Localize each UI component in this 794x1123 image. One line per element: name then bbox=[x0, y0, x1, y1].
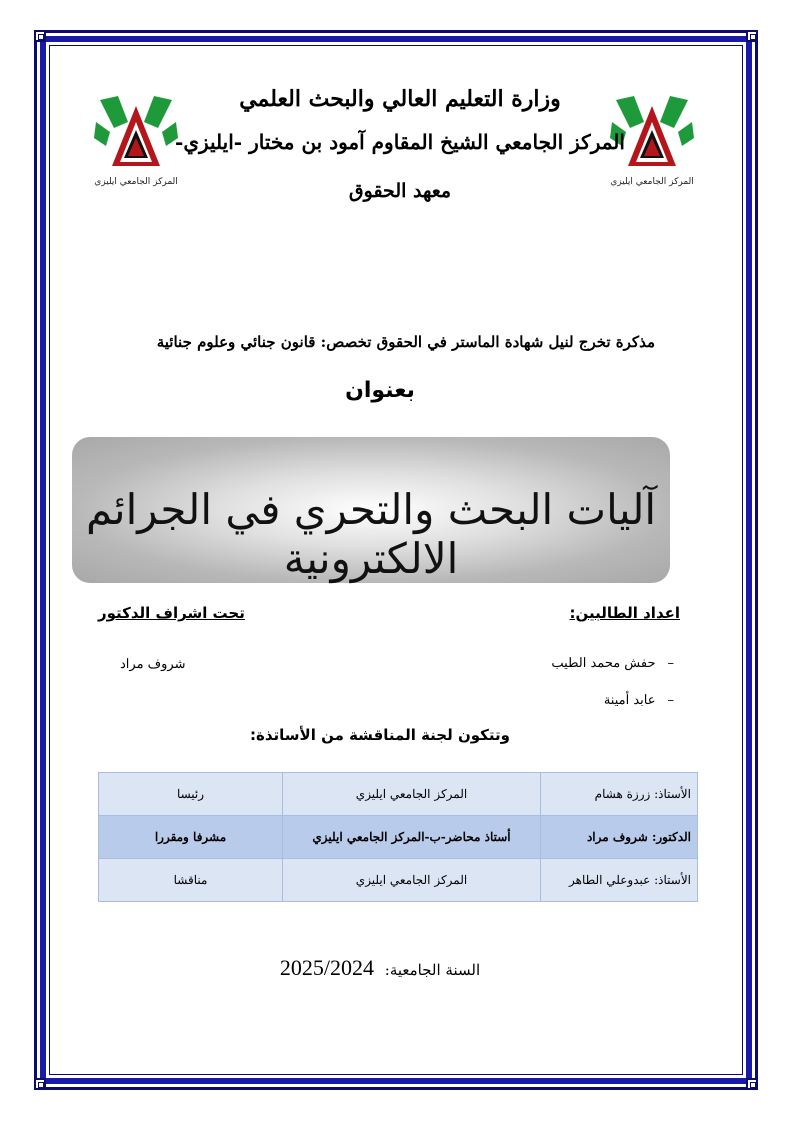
committee-member-role: مشرفا ومقررا bbox=[99, 816, 283, 859]
institute-title: معهد الحقوق bbox=[348, 180, 452, 202]
ministry-title: وزارة التعليم العالي والبحث العلمي bbox=[239, 86, 561, 112]
academic-year-value: 2025/2024 bbox=[279, 955, 374, 980]
student-name: عابد أمينة bbox=[603, 693, 656, 708]
student-name: حفش محمد الطيب bbox=[551, 656, 656, 671]
list-dash: – bbox=[667, 693, 674, 708]
committee-member-name: الأستاذ: عبدوعلي الطاهر bbox=[541, 859, 698, 902]
committee-member-affiliation: المركز الجامعي ايليزي bbox=[283, 773, 541, 816]
border-corner-top-right bbox=[746, 30, 758, 42]
border-corner-bottom-right bbox=[746, 1078, 758, 1090]
supervisor-heading: تحت اشراف الدكتور bbox=[98, 604, 245, 622]
table-row bbox=[99, 773, 698, 816]
thesis-title: آليات البحث والتحري في الجرائم الالكترونية bbox=[85, 485, 657, 583]
academic-year-label: السنة الجامعية: bbox=[384, 961, 481, 979]
academic-year bbox=[230, 955, 530, 981]
committee-heading: وتتكون لجنة المناقشة من الأساتذة: bbox=[250, 726, 510, 744]
committee-member-affiliation: أستاذ محاضر-ب-المركز الجامعي ايليزي bbox=[283, 816, 541, 859]
committee-member-name: الأستاذ: زرزة هشام bbox=[541, 773, 698, 816]
student-item bbox=[551, 656, 674, 671]
logo-caption: المركز الجامعي ايليزي bbox=[94, 177, 178, 187]
university-logo-left bbox=[94, 92, 178, 192]
committee-member-affiliation: المركز الجامعي ايليزي bbox=[283, 859, 541, 902]
committee-member-role: مناقشا bbox=[99, 859, 283, 902]
university-title: المركز الجامعي الشيخ المقاوم آمود بن مختار -ايليزي- bbox=[175, 130, 625, 154]
supervisor-name: شروف مراد bbox=[120, 657, 186, 672]
table-row bbox=[99, 859, 698, 902]
committee-member-role: رئيسا bbox=[99, 773, 283, 816]
committee-member-name: الدكتور: شروف مراد bbox=[541, 816, 698, 859]
logo-caption: المركز الجامعي ايليزي bbox=[610, 177, 694, 187]
title-label: بعنوان bbox=[345, 378, 415, 403]
list-dash: – bbox=[667, 656, 674, 671]
committee-table bbox=[98, 772, 698, 902]
student-item bbox=[604, 693, 674, 708]
border-corner-bottom-left bbox=[34, 1078, 46, 1090]
table-row bbox=[99, 816, 698, 859]
thesis-description: مذكرة تخرج لنيل شهادة الماستر في الحقوق تخصص: قانون جنائي وعلوم جنائية bbox=[156, 333, 655, 351]
title-box bbox=[72, 437, 670, 583]
students-heading: اعداد الطالبين: bbox=[569, 604, 680, 622]
border-corner-top-left bbox=[34, 30, 46, 42]
